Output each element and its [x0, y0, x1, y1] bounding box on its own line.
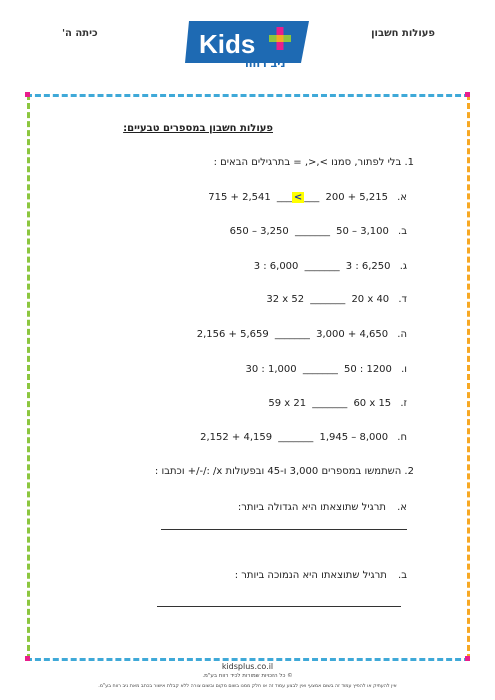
footer-copyright: © כל הזכויות שמורות לכיד רווח בע"מ.	[202, 673, 293, 679]
frame-corner	[25, 92, 30, 97]
footer-website[interactable]: kidsplus.co.il	[221, 662, 274, 671]
exercise-row	[197, 329, 407, 340]
exercise-label: א.	[397, 192, 407, 203]
question-2-prompt: 2. השתמשו במספרים 3,000 ו-45 ובפעולות x/ :/-/+ וכתבו :	[154, 466, 414, 477]
worksheet-title: פעולות חשבון במספרים טבעיים:	[123, 123, 273, 134]
answer-blank[interactable]: _______	[274, 329, 310, 340]
comparison-answer[interactable]: <	[293, 192, 303, 203]
exercise-label: ו.	[401, 364, 407, 375]
exercise-label: ד.	[398, 294, 407, 305]
exercise-row	[268, 398, 407, 409]
exercise-row	[200, 432, 407, 443]
kids-plus-logo	[183, 19, 313, 77]
exercise-row	[230, 226, 407, 237]
frame-border-right	[467, 94, 470, 660]
exercise-row: א. 715 + 2,541 ___ < ___ 200 + 5,215	[208, 192, 407, 203]
subject-label: פעולות חשבון	[371, 28, 435, 39]
exercise-label: ח.	[397, 432, 407, 443]
exercise-right: 30 : 1,000	[245, 364, 297, 375]
svg-text:Kids: Kids	[199, 29, 256, 59]
exercise-label: ה.	[397, 329, 407, 340]
exercise-right: 32 x 52	[266, 294, 305, 305]
exercise-left: 60 x 15	[353, 398, 392, 409]
exercise-row	[246, 364, 407, 375]
answer-blank[interactable]: _______	[312, 398, 348, 409]
exercise-left: 1,945 – 8,000	[319, 432, 389, 443]
open-question-row	[235, 570, 407, 581]
frame-border-bottom	[26, 658, 470, 661]
question-1-prompt: 1. בלי לפתור, סמנו >,<, = בתרגילים הבאים :	[213, 157, 414, 168]
frame-corner	[465, 656, 470, 661]
exercise-right: 2,156 + 5,659	[196, 329, 269, 340]
exercise-label: א.	[397, 502, 407, 513]
open-question-text: תרגיל שתוצאתו היא הנמוכה ביותר :	[234, 570, 387, 581]
exercise-row	[254, 261, 407, 272]
open-question-row	[238, 502, 407, 513]
exercise-right: 715 + 2,541	[208, 192, 271, 203]
exercise-right: 59 x 21	[268, 398, 307, 409]
exercise-left: 50 – 3,100	[336, 226, 389, 237]
exercise-right: 650 – 3,250	[229, 226, 289, 237]
exercise-label: ב.	[398, 226, 407, 237]
answer-blank[interactable]: _______	[310, 294, 346, 305]
footer-legal-notice: אין להעתיק או להפיץ עמוד זה בשום אמצעי ואין לבצע עמוד זה או חלק ממנו בשום מקום ובשום צורה ללא קבלת אישור בכתב מאת ניב רווח בע"מ.	[98, 684, 397, 689]
logo-subtitle: ניב רווח	[245, 57, 286, 70]
answer-line[interactable]	[157, 606, 401, 607]
exercise-left: 3,000 + 4,650	[316, 329, 389, 340]
exercise-left: 20 x 40	[351, 294, 390, 305]
frame-border-left	[27, 94, 30, 660]
answer-blank[interactable]: _______	[278, 432, 314, 443]
exercise-left: 50 : 1200	[344, 364, 392, 375]
answer-blank[interactable]: _______	[302, 364, 338, 375]
answer-blank[interactable]: _______	[304, 261, 340, 272]
frame-corner	[25, 656, 30, 661]
frame-corner	[465, 92, 470, 97]
open-question-text: תרגיל שתוצאתו היא הגדולה ביותר:	[237, 502, 386, 513]
exercise-right: 2,152 + 4,159	[200, 432, 273, 443]
exercise-left: 3 : 6,250	[345, 261, 391, 272]
answer-line[interactable]	[161, 529, 407, 530]
exercise-left: 200 + 5,215	[325, 192, 388, 203]
grade-label: כיתה ה'	[62, 28, 98, 39]
exercise-label: ב.	[398, 570, 407, 581]
exercise-row	[266, 294, 407, 305]
exercise-right: 3 : 6,000	[253, 261, 299, 272]
frame-border-top	[26, 94, 470, 97]
exercise-label: ג.	[399, 261, 407, 272]
exercise-label: ז.	[400, 398, 407, 409]
answer-blank[interactable]: _______	[294, 226, 330, 237]
